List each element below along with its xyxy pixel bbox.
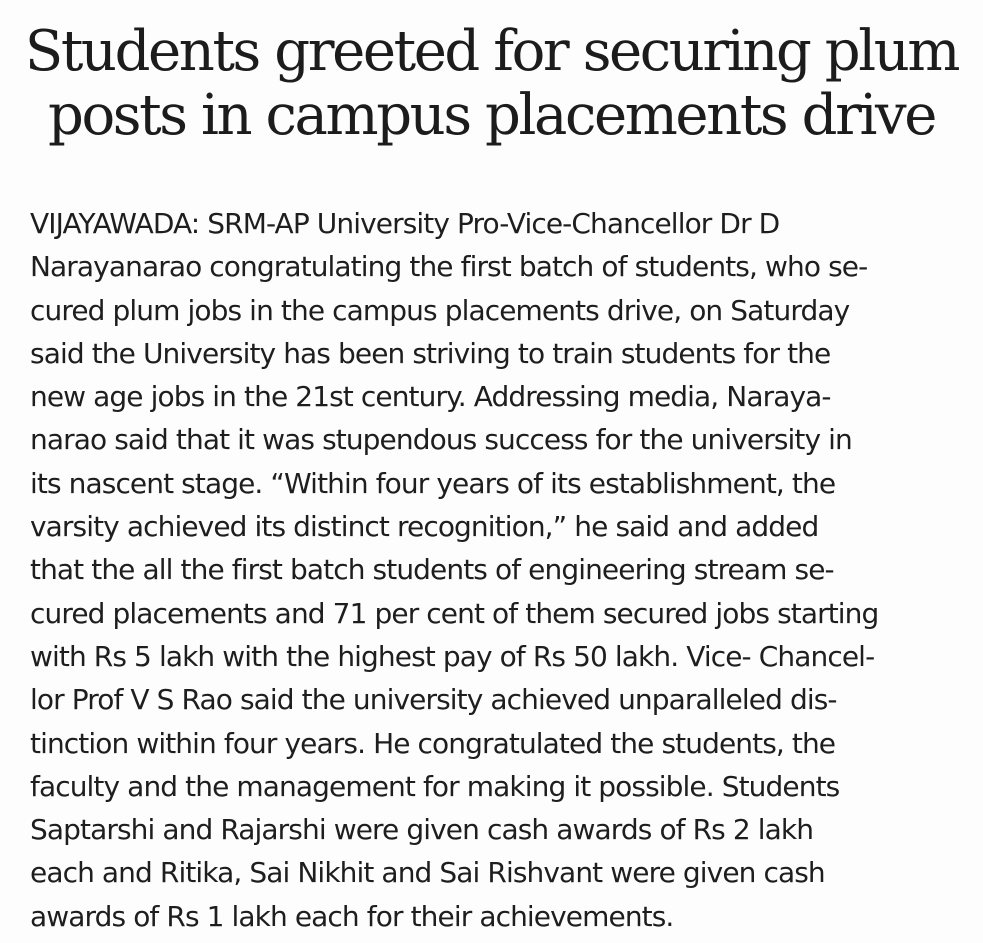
body-line: new age jobs in the 21st century. Addressing media, Naraya- [30,380,831,414]
body-line: each and Ritika, Sai Nikhit and Sai Rishvant were given cash [30,856,825,890]
body-line: cured placements and 71 per cent of them secured jobs starting [30,596,879,630]
body-line: awards of Rs 1 lakh each for their achievements. [30,899,674,933]
headline-line: Students greeted for securing plum [24,19,959,84]
article-headline [0,20,983,148]
headline-line: posts in campus placements drive [48,83,935,148]
body-line: with Rs 5 lakh with the highest pay of Rs 50 lakh. Vice- Chancel- [30,639,875,673]
body-line: its nascent stage. “Within four years of its establishment, the [30,466,836,500]
body-line: VIJAYAWADA: SRM-AP University Pro-Vice-Chancellor Dr D [30,207,780,240]
body-line: Narayanarao congratulating the first batch of students, who se- [30,250,868,284]
article-body [30,202,960,938]
body-line: that the all the first batch students of engineering stream se- [30,553,834,587]
body-line: faculty and the management for making it possible. Students [30,769,840,803]
body-line: said the University has been striving to train students for the [30,336,831,370]
body-line: cured plum jobs in the campus placements drive, on Saturday [30,293,850,327]
body-line: lor Prof V S Rao said the university achieved unparalleled dis- [30,683,837,717]
body-line: narao said that it was stupendous success for the university in [30,423,852,457]
body-line: Saptarshi and Rajarshi were given cash awards of Rs 2 lakh [30,813,814,847]
body-line: varsity achieved its distinct recognition,” he said and added [30,510,819,544]
body-line: tinction within four years. He congratulated the students, the [30,726,836,760]
